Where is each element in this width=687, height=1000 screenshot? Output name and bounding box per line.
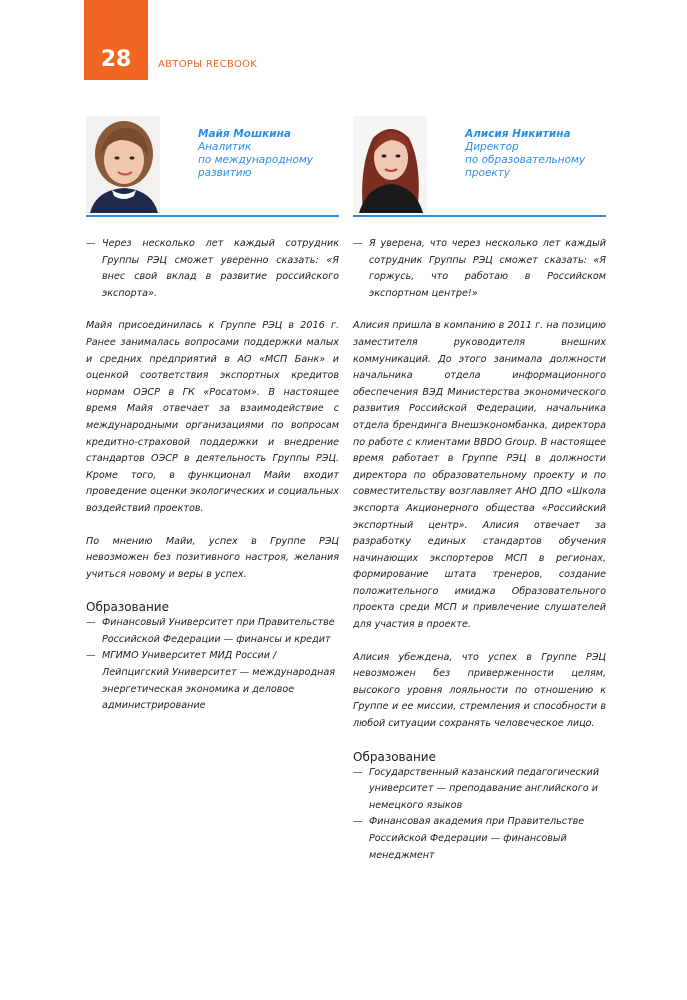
- bio-paragraph: Алисия пришла в компанию в 2011 г. на позицию заместителя руководителя внешних коммуникаций. До этого занимала должности начальника отдела информационного обеспечения ВЭД Министерства экономического развития Российской Федерации, начальника отдела брендинга Внешэкономбанка, директора по работе с клиентами BBDO Group. В настоящее время работает в Группе РЭЦ в должности директора по образовательному проекту и по совместительству возглавляет АНО ДПО «Школа экспорта Акционерного общества «Российский экспортный центр». Алисия отвечает за разработку единых стандартов обучения начинающих экспортеров МСП в регионах, формирование штата тренеров, создание положительного имиджа Образовательного проекта среди МСП и привлечение слушателей для участия в проекте.: [353, 320, 606, 631]
- author-name: Алисия Никитина: [465, 128, 571, 140]
- list-dash: —: [353, 766, 363, 778]
- education-text: Финансовая академия при Правительстве Российской Федерации — финансовый менеджмент: [369, 816, 585, 861]
- author-info: [465, 128, 605, 180]
- author-column-left: [86, 110, 339, 715]
- author-profile: [86, 110, 339, 217]
- quote-text: Я уверена, что через несколько лет каждый сотрудник Группы РЭЦ сможет сказать: «Я горжусь, что работаю в Российском экспортном центре!»: [369, 238, 606, 299]
- quote-dash: —: [353, 238, 363, 249]
- education-heading: Образование: [86, 600, 169, 615]
- education-heading: Образование: [353, 749, 436, 764]
- bio-paragraph: По мнению Майи, успех в Группе РЭЦ невозможен без позитивного настроя, желания учиться новому и веры в успех.: [86, 535, 339, 580]
- education-text: МГИМО Университет МИД России / Лейпцигский Университет — международная энергетическая экономика и деловое администрирование: [102, 650, 336, 712]
- quote-dash: —: [86, 238, 96, 249]
- page-number: 28: [100, 47, 132, 72]
- author-photo: [86, 116, 160, 213]
- list-dash: —: [86, 617, 96, 629]
- author-role-line: по международному: [198, 154, 314, 166]
- author-role-line: Аналитик: [198, 141, 252, 153]
- author-role-line: проекту: [465, 167, 511, 179]
- education-item: [353, 814, 606, 864]
- author-column-right: [353, 110, 606, 864]
- author-quote: [353, 236, 606, 302]
- author-info: [198, 128, 338, 180]
- author-quote: [86, 236, 339, 302]
- bio-paragraph: Майя присоединилась к Группе РЭЦ в 2016 г. Ранее занималась вопросами поддержки малых и средних предприятий в АО «МСП Банк» и оценкой соответствия экспортных кредитов нормам ОЭСР в ГК «Росатом». В настоящее время Майя отвечает за взаимодействие с международными организациями по вопросам кредитно-страховой поддержки и внедрение стандартов ОЭСР в деятельность Группы РЭЦ. Кроме того, в функционал Майи входит проведение оценки экологических и социальных воздействий проектов.: [86, 320, 339, 514]
- author-name: Майя Мошкина: [198, 128, 291, 140]
- education-text: Финансовый Университет при Правительстве Российской Федерации — финансы и кредит: [102, 617, 335, 645]
- education-item: [86, 648, 339, 714]
- education-item: [86, 615, 339, 648]
- quote-text: Через несколько лет каждый сотрудник Группы РЭЦ сможет уверенно сказать: «Я внес свой вклад в развитие российского экспорта».: [102, 238, 339, 299]
- education-item: [353, 765, 606, 815]
- author-role-line: по образовательному: [465, 154, 586, 166]
- author-profile: [353, 110, 606, 217]
- list-dash: —: [353, 816, 363, 828]
- section-title: АВТОРЫ RECBOOK: [158, 59, 258, 70]
- bio-paragraph: Алисия убеждена, что успех в Группе РЭЦ невозможен без приверженности целям, высокого уровня лояльности по отношению к Группе и ее миссии, стремления и способности в любой ситуации сохранять человеческое лицо.: [353, 651, 606, 730]
- page-number-tab: [84, 0, 148, 80]
- education-text: Государственный казанский педагогический университет — преподавание английского и немецкого языков: [369, 766, 600, 811]
- list-dash: —: [86, 650, 96, 662]
- author-photo: [353, 116, 427, 213]
- author-role-line: развитию: [198, 167, 252, 179]
- author-role-line: Директор: [465, 141, 519, 153]
